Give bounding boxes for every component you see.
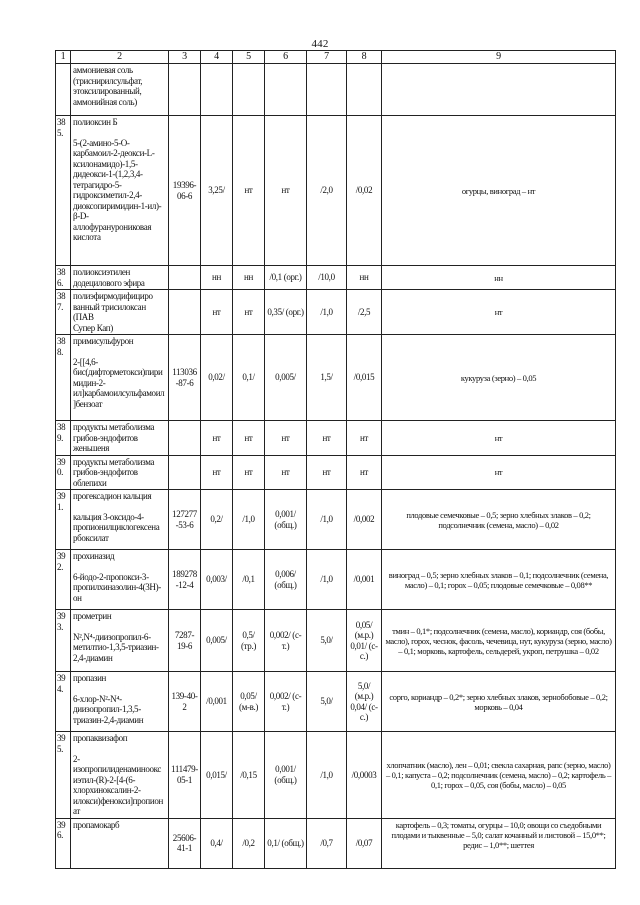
value-cell-col7: /0,7 bbox=[307, 818, 347, 868]
substance-name-line: метилтио-1,3,5-триазин- bbox=[73, 642, 159, 652]
crops-mrl-cell: сорго, кориандр – 0,2*; зерно хлебных злаков, зернобобовые – 0,2; морковь – 0,04 bbox=[382, 672, 616, 732]
substance-name-cell bbox=[71, 335, 169, 421]
substance-name-line: он bbox=[73, 592, 82, 603]
value-cell-col4: нн bbox=[201, 266, 233, 290]
value-cell-col8: /0,001 bbox=[347, 550, 382, 610]
value-cell-col4: нт bbox=[201, 455, 233, 490]
row-number-cell: 389. bbox=[56, 421, 71, 456]
row-number-cell: 394. bbox=[56, 672, 71, 732]
value-cell-col6: нт bbox=[265, 421, 307, 456]
substance-name-line: изопропилиденаминоокс bbox=[73, 764, 162, 774]
substance-name-line: пропаквизафоп bbox=[73, 733, 128, 743]
header-cell: 4 bbox=[201, 51, 233, 64]
substance-name-line: грибов-эндофитов bbox=[73, 432, 138, 443]
value-cell-col5: /0,2 bbox=[233, 818, 265, 868]
value-cell-col6: 0,006/ (общ.) bbox=[265, 550, 307, 610]
value-cell-col5: /0,1 bbox=[233, 550, 265, 610]
value-cell-col4: нт bbox=[201, 290, 233, 335]
header-cell: 7 bbox=[307, 51, 347, 64]
substance-name-cell bbox=[71, 610, 169, 672]
substance-name-line bbox=[73, 744, 166, 754]
cas-number-cell: 25606-41-1 bbox=[169, 818, 201, 868]
substance-name-line: пропилхиназолин-4(3Н)- bbox=[73, 582, 161, 592]
cas-number-cell: 189278-12-4 bbox=[169, 550, 201, 610]
substance-name-line: хлорхиноксалин-2- bbox=[73, 785, 141, 795]
substance-name-line: диоксопиримидин-1-ил)- bbox=[73, 200, 162, 211]
value-cell-col8: /0,015 bbox=[347, 335, 382, 421]
substance-name-line: иэтил-(R)-2-[4-(6- bbox=[73, 774, 136, 785]
substance-name-line: гидроксиметил-2,4- bbox=[73, 190, 142, 200]
table-row bbox=[56, 732, 616, 819]
substance-name-line: пропазин bbox=[73, 673, 107, 683]
header-cell: 9 bbox=[382, 51, 616, 64]
cas-number-cell: 139-40-2 bbox=[169, 672, 201, 732]
crops-mrl-cell: тмин – 0,1*; подсолнечник (семена, масло), кориандр, соя (бобы, масло), горох, чеснок, фасоль, чечевица, нут, кукуруза (зерно, масло) – 0,1; морковь, картофель, сельдерей, укроп, петрушка – 0,02 bbox=[382, 610, 616, 672]
value-cell-col7: /10,0 bbox=[307, 266, 347, 290]
row-number-cell: 393. bbox=[56, 610, 71, 672]
row-number-cell: 388. bbox=[56, 335, 71, 421]
substance-name-cell bbox=[71, 116, 169, 266]
value-cell-col4: /0,001 bbox=[201, 672, 233, 732]
table-row bbox=[56, 335, 616, 421]
cas-number-cell: 111479-05-1 bbox=[169, 732, 201, 819]
substance-name-cell bbox=[71, 455, 169, 490]
substance-name-cell bbox=[71, 672, 169, 732]
substance-name-line: карбамоил-2-деокси-L- bbox=[73, 148, 155, 158]
table-row bbox=[56, 290, 616, 335]
value-cell-col7: /1,0 bbox=[307, 490, 347, 550]
page-number: 442 bbox=[311, 38, 329, 50]
substance-name-line: тетрагидро-5- bbox=[73, 179, 122, 190]
value-cell-col7: 5,0/ bbox=[307, 610, 347, 672]
value-cell-col7: нт bbox=[307, 455, 347, 490]
table-row bbox=[56, 490, 616, 550]
value-cell-col4: 3,25/ bbox=[201, 116, 233, 266]
value-cell-col4: 0,4/ bbox=[201, 818, 233, 868]
substance-name-line: облепихи bbox=[73, 477, 107, 488]
substance-name-line: ил]карбамоилсульфамоил bbox=[73, 388, 165, 398]
header-cell: 6 bbox=[265, 51, 307, 64]
value-cell-col4: 0,015/ bbox=[201, 732, 233, 819]
row-number-cell: 390. bbox=[56, 455, 71, 490]
crops-mrl-cell: виноград – 0,5; зерно хлебных злаков – 0,1; подсолнечник (семена, масло) – 0,1; горох – 0,05; плодовые семечковые – 0,08** bbox=[382, 550, 616, 610]
value-cell-col4: 0,003/ bbox=[201, 550, 233, 610]
header-cell: 3 bbox=[169, 51, 201, 64]
value-cell-col8: /0,07 bbox=[347, 818, 382, 868]
value-cell-col4: 0,2/ bbox=[201, 490, 233, 550]
substance-name-line: 6-йодо-2-пропокси-3- bbox=[73, 571, 149, 582]
substance-name-line: 5-(2-амино-5-О- bbox=[73, 137, 130, 148]
value-cell-col7: /1,0 bbox=[307, 732, 347, 819]
substance-name-line: ванный трисилоксан (ПАВ bbox=[73, 301, 146, 322]
substance-name-line: N²,N⁴-диизопропил-6- bbox=[73, 631, 151, 642]
substance-name-line bbox=[73, 684, 166, 694]
header-cell: 8 bbox=[347, 51, 382, 64]
crops-mrl-cell: нт bbox=[382, 421, 616, 456]
cas-number-cell: 127277-53-6 bbox=[169, 490, 201, 550]
substance-name-line: прометрин bbox=[73, 611, 112, 621]
value-cell-col7: нт bbox=[307, 421, 347, 456]
cas-number-cell: 113036-87-6 bbox=[169, 335, 201, 421]
value-cell-col6: 0,005/ bbox=[265, 335, 307, 421]
crops-mrl-cell bbox=[382, 64, 616, 116]
substance-name-cell bbox=[71, 266, 169, 290]
value-cell-col8: /0,02 bbox=[347, 116, 382, 266]
table-row bbox=[56, 266, 616, 290]
value-cell-col7: /2,0 bbox=[307, 116, 347, 266]
substance-name-line: β-D- bbox=[73, 211, 89, 221]
row-number-cell: 385. bbox=[56, 116, 71, 266]
cas-number-cell bbox=[169, 421, 201, 456]
crops-mrl-cell: нт bbox=[382, 290, 616, 335]
value-cell-col4: 0,005/ bbox=[201, 610, 233, 672]
value-cell-col5: нн bbox=[233, 266, 265, 290]
substance-name-cell bbox=[71, 64, 169, 116]
substance-name-line: кислота bbox=[73, 232, 101, 242]
substance-name-cell bbox=[71, 732, 169, 819]
substance-name-line: примисульфурон bbox=[73, 336, 134, 346]
value-cell-col4: 0,02/ bbox=[201, 335, 233, 421]
substance-name-cell bbox=[71, 818, 169, 868]
value-cell-col5: нт bbox=[233, 421, 265, 456]
table-row bbox=[56, 455, 616, 490]
substance-name-line bbox=[73, 502, 166, 512]
value-cell-col6: 0,001/ (общ.) bbox=[265, 732, 307, 819]
value-cell-col6 bbox=[265, 64, 307, 116]
substance-name-line: аммонийная соль) bbox=[73, 96, 137, 107]
value-cell-col6: 0,002/ (с-т.) bbox=[265, 672, 307, 732]
value-cell-col5: нт bbox=[233, 290, 265, 335]
substance-name-line: продукты метаболизма bbox=[73, 422, 155, 432]
row-number-cell bbox=[56, 64, 71, 116]
substance-name-line: дидеокси-1-(1,2,3,4- bbox=[73, 169, 143, 179]
value-cell-col6: нт bbox=[265, 455, 307, 490]
crops-mrl-cell: хлопчатник (масло), лен – 0,01; свекла сахарная, рапс (зерно, масло) – 0,1; капуста – 0,2; подсолнечник (семена, масло) – 0,2; картофель – 0,1; горох – 0,05, соя (бобы, масло) – 0,05 bbox=[382, 732, 616, 819]
substance-name-line: 2,4-диамин bbox=[73, 652, 113, 663]
substance-name-line: грибов-эндофитов bbox=[73, 467, 138, 477]
table-row bbox=[56, 64, 616, 116]
value-cell-col8: 0,05/ (м.р.) 0,01/ (с-с.) bbox=[347, 610, 382, 672]
substance-name-line: полиоксиэтилен bbox=[73, 267, 130, 277]
cas-number-cell bbox=[169, 455, 201, 490]
header-cell: 5 bbox=[233, 51, 265, 64]
substance-name-line: пропионилциклогексена bbox=[73, 522, 160, 532]
value-cell-col6: 0,1/ (общ.) bbox=[265, 818, 307, 868]
substance-name-line: 2-[[4,6- bbox=[73, 356, 98, 367]
table-row bbox=[56, 116, 616, 266]
crops-mrl-cell: картофель – 0,3; томаты, огурцы – 10,0; овощи со съедобными плодами и тыквенные – 5,0; салат кочанный и листовой – 15,0**; редис – 1,0**; шеттея bbox=[382, 818, 616, 868]
substance-name-cell bbox=[71, 490, 169, 550]
value-cell-col6: 0,35/ (орг.) bbox=[265, 290, 307, 335]
substance-name-line: кальция 3-оксидо-4- bbox=[73, 511, 144, 522]
cas-number-cell bbox=[169, 290, 201, 335]
table-row bbox=[56, 610, 616, 672]
value-cell-col6: нт bbox=[265, 116, 307, 266]
substance-name-line: продукты метаболизма bbox=[73, 456, 155, 467]
substance-name-line: илокси)фенокси]пропион bbox=[73, 795, 163, 806]
substance-name-line: (триснирилсульфат, bbox=[73, 75, 143, 86]
value-cell-col6: 0,001/ (общ.) bbox=[265, 490, 307, 550]
value-cell-col5: 0,5/ (тр.) bbox=[233, 610, 265, 672]
substance-name-line: аммониевая соль bbox=[73, 65, 133, 75]
row-number-cell: 387. bbox=[56, 290, 71, 335]
value-cell-col8: нт bbox=[347, 455, 382, 490]
substance-name-line: полиоксин Б bbox=[73, 117, 118, 127]
data-table bbox=[55, 50, 616, 869]
substance-name-line: женьшеня bbox=[73, 443, 110, 453]
substance-name-line: полиэфирмодифициро bbox=[73, 291, 153, 301]
value-cell-col4 bbox=[201, 64, 233, 116]
value-cell-col4: нт bbox=[201, 421, 233, 456]
value-cell-col6: 0,002/ (с-т.) bbox=[265, 610, 307, 672]
value-cell-col7 bbox=[307, 64, 347, 116]
value-cell-col6: /0,1 (орг.) bbox=[265, 266, 307, 290]
value-cell-col8: 5,0/ (м.р.) 0,04/ (с-с.) bbox=[347, 672, 382, 732]
value-cell-col5 bbox=[233, 64, 265, 116]
crops-mrl-cell: огурцы, виноград – нт bbox=[382, 116, 616, 266]
substance-name-line: рбоксилат bbox=[73, 532, 109, 543]
value-cell-col7: /1,0 bbox=[307, 290, 347, 335]
substance-name-line: бис(дифторметокси)пири bbox=[73, 367, 163, 377]
substance-name-line: 2- bbox=[73, 753, 80, 764]
substance-name-line: 6-хлор-N²-N⁴- bbox=[73, 693, 122, 704]
value-cell-col8: нн bbox=[347, 266, 382, 290]
substance-name-line: этоксилированный, bbox=[73, 86, 142, 96]
table-row bbox=[56, 421, 616, 456]
crops-mrl-cell: нт bbox=[382, 455, 616, 490]
substance-name-cell bbox=[71, 290, 169, 335]
substance-name-line bbox=[73, 622, 166, 632]
table-row bbox=[56, 818, 616, 868]
crops-mrl-cell: кукуруза (зерно) – 0,05 bbox=[382, 335, 616, 421]
cas-number-cell bbox=[169, 266, 201, 290]
cas-number-cell: 19396-06-6 bbox=[169, 116, 201, 266]
value-cell-col5: нт bbox=[233, 455, 265, 490]
substance-name-line: прогексадион кальция bbox=[73, 491, 152, 501]
value-cell-col7: 1,5/ bbox=[307, 335, 347, 421]
cas-number-cell bbox=[169, 64, 201, 116]
substance-name-line bbox=[73, 347, 166, 357]
header-cell: 1 bbox=[56, 51, 71, 64]
substance-name-line: диизопропил-1,3,5- bbox=[73, 704, 141, 714]
value-cell-col8: нт bbox=[347, 421, 382, 456]
crops-mrl-cell: плодовые семечковые – 0,5; зерно хлебных злаков – 0,2; подсолнечник (семена, масло) – 0,02 bbox=[382, 490, 616, 550]
value-cell-col7: /1,0 bbox=[307, 550, 347, 610]
value-cell-col5: 0,05/ (м-в.) bbox=[233, 672, 265, 732]
row-number-cell: 395. bbox=[56, 732, 71, 819]
substance-name-line: аллофуранурониковая bbox=[73, 221, 152, 232]
substance-name-line: додецилового эфира bbox=[73, 277, 145, 288]
row-number-cell: 392. bbox=[56, 550, 71, 610]
value-cell-col8 bbox=[347, 64, 382, 116]
row-number-cell: 391. bbox=[56, 490, 71, 550]
value-cell-col8: /0,0003 bbox=[347, 732, 382, 819]
value-cell-col5: /0,15 bbox=[233, 732, 265, 819]
value-cell-col5: /1,0 bbox=[233, 490, 265, 550]
substance-name-line: ксилонамидо)-1,5- bbox=[73, 158, 138, 169]
header-row bbox=[56, 51, 616, 64]
value-cell-col8: /2,5 bbox=[347, 290, 382, 335]
substance-name-line: Супер Кап) bbox=[73, 322, 113, 333]
value-cell-col7: 5,0/ bbox=[307, 672, 347, 732]
substance-name-line: ]бензоат bbox=[73, 398, 103, 409]
value-cell-col5: нт bbox=[233, 116, 265, 266]
header-cell: 2 bbox=[71, 51, 169, 64]
substance-name-line: прохиназид bbox=[73, 551, 115, 561]
substance-name-cell bbox=[71, 421, 169, 456]
substance-name-line bbox=[73, 128, 166, 138]
row-number-cell: 386. bbox=[56, 266, 71, 290]
table-row bbox=[56, 672, 616, 732]
substance-name-line: мидин-2- bbox=[73, 377, 106, 388]
table-row bbox=[56, 550, 616, 610]
substance-name-line bbox=[73, 562, 166, 572]
substance-name-line: триазин-2,4-диамин bbox=[73, 714, 144, 725]
crops-mrl-cell: нн bbox=[382, 266, 616, 290]
cas-number-cell: 7287-19-6 bbox=[169, 610, 201, 672]
value-cell-col8: /0,002 bbox=[347, 490, 382, 550]
substance-name-line: пропамокарб bbox=[73, 819, 120, 830]
substance-name-cell bbox=[71, 550, 169, 610]
substance-name-line: ат bbox=[73, 806, 80, 816]
value-cell-col5: 0,1/ bbox=[233, 335, 265, 421]
row-number-cell: 396. bbox=[56, 818, 71, 868]
